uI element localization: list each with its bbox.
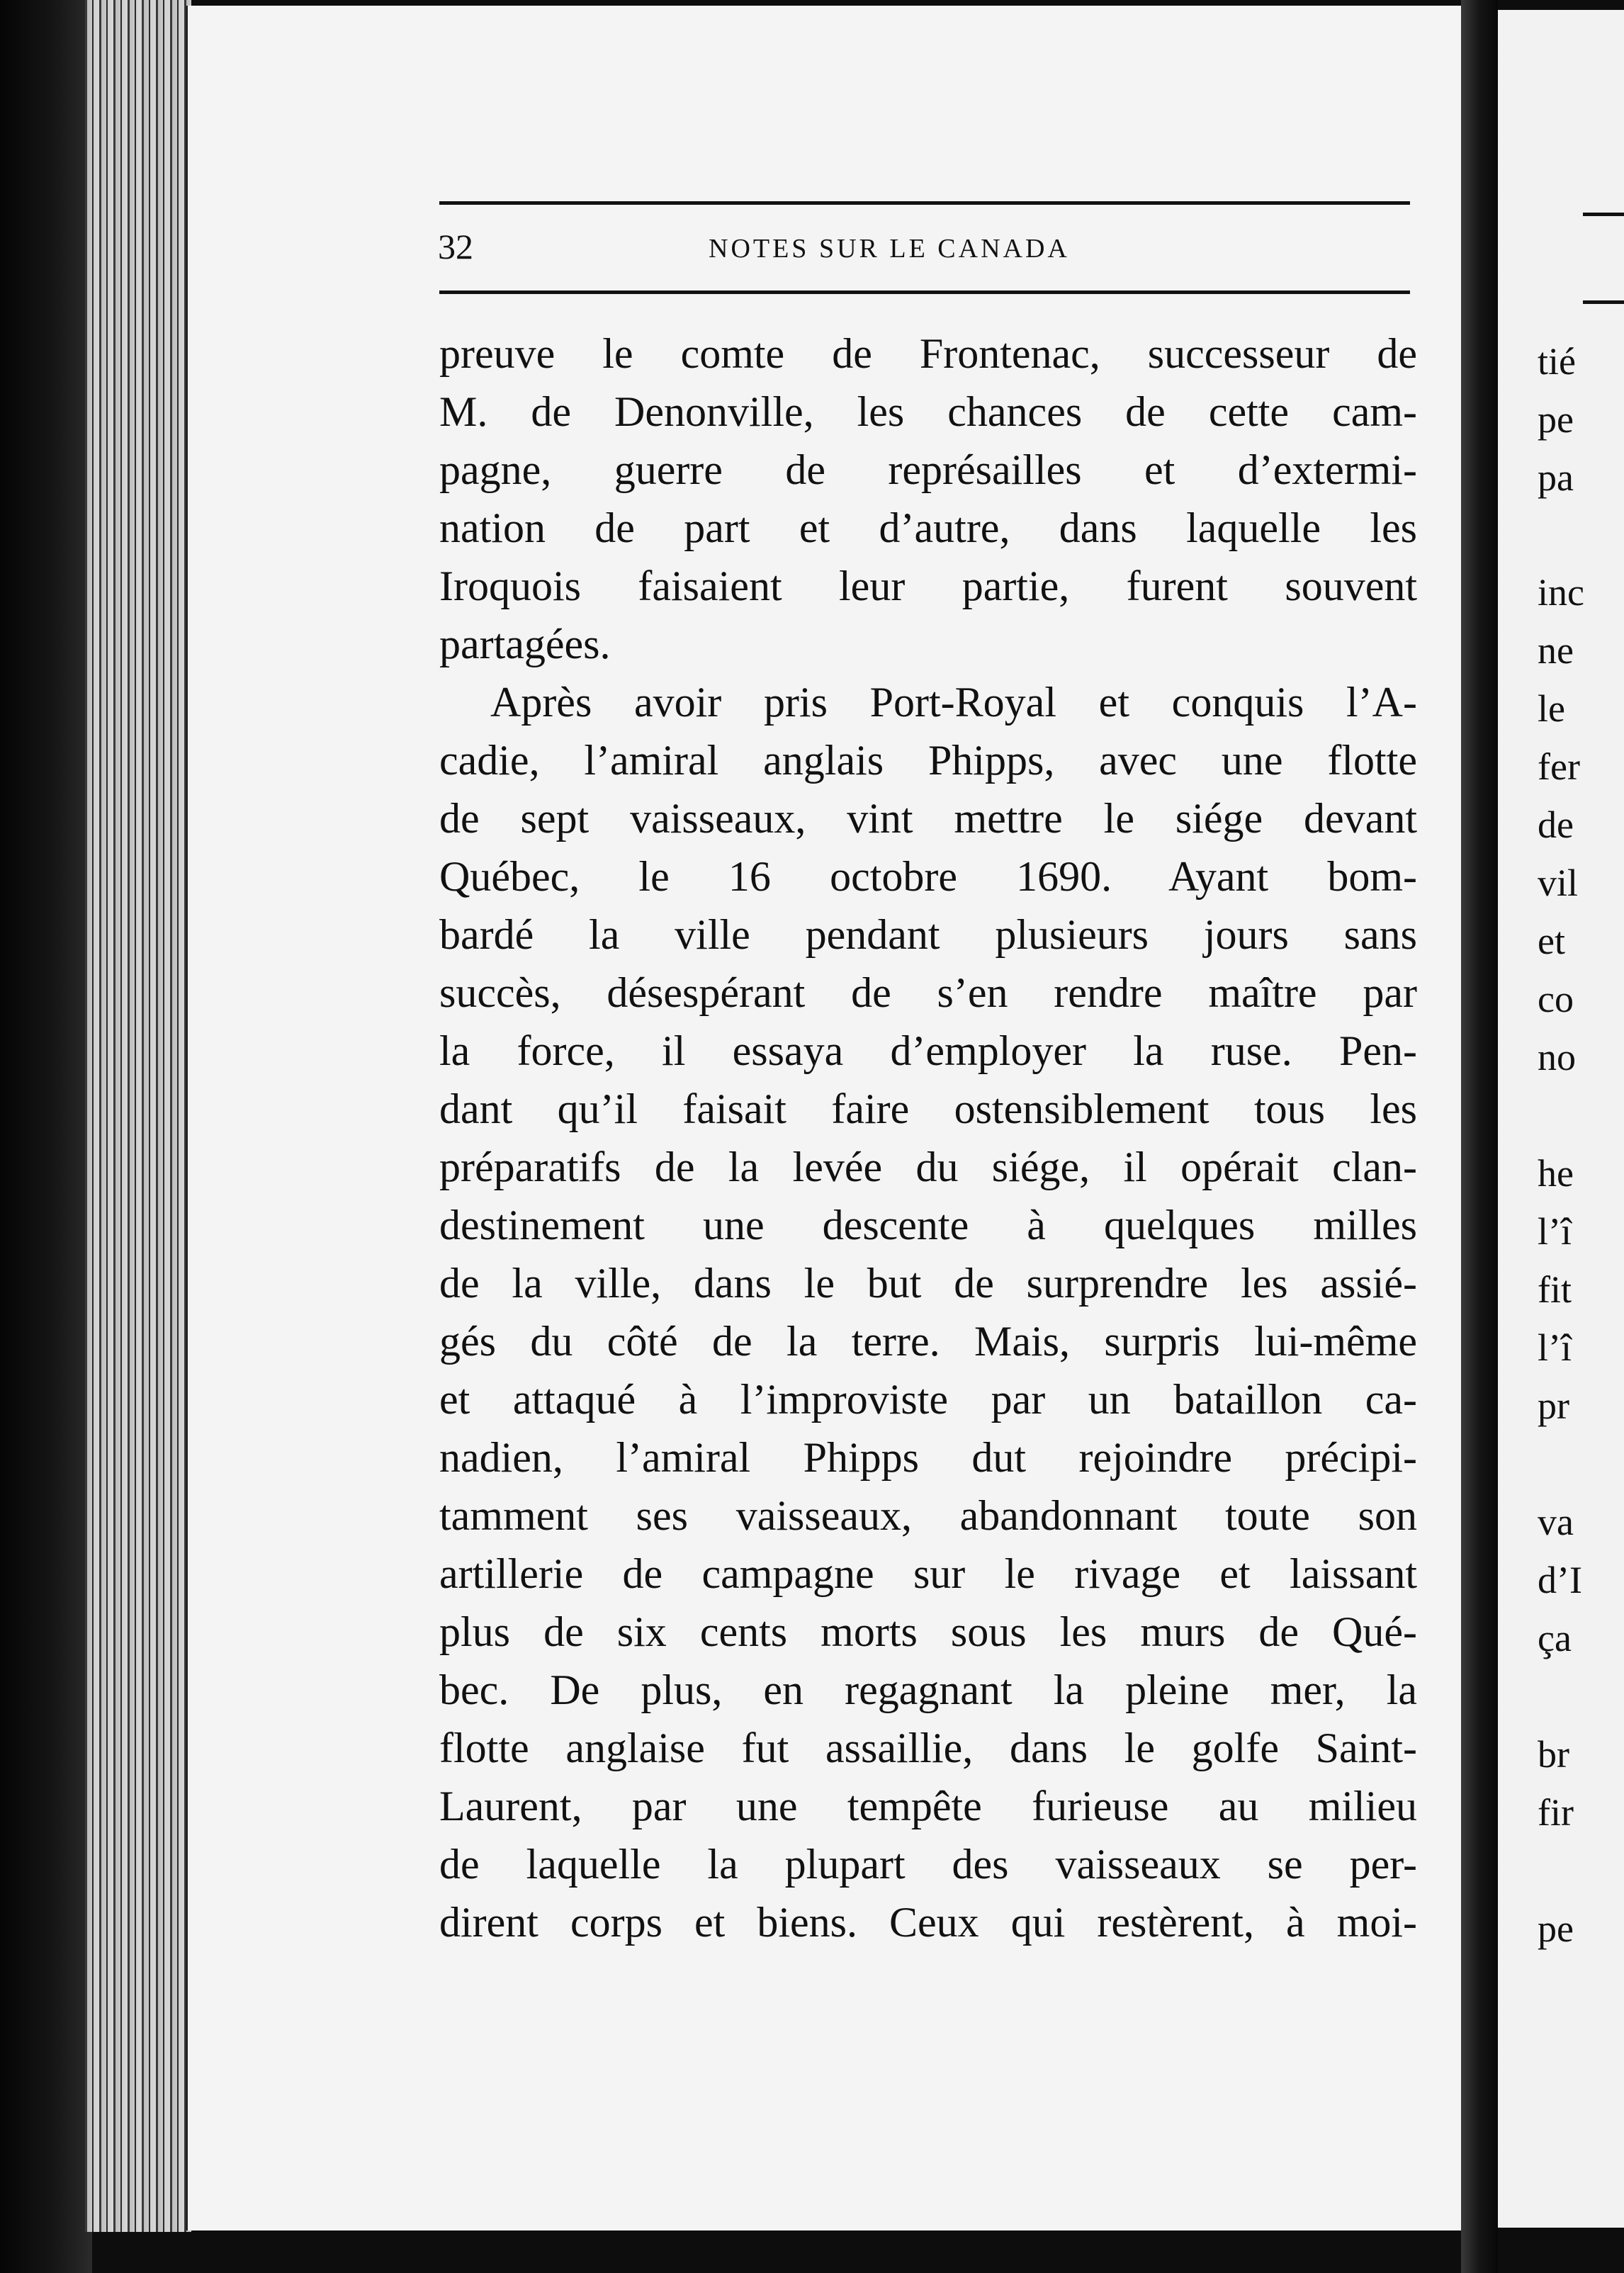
- text-line: succès, désespérant de s’en rendre maître par: [439, 969, 1417, 1016]
- next-page-text-fragment: fit: [1538, 1268, 1572, 1311]
- next-page-text-fragment: inc: [1538, 571, 1584, 614]
- body-text: [439, 325, 1417, 1951]
- text-line: Québec, le 16 octobre 1690. Ayant bom-: [439, 853, 1417, 900]
- text-line: nation de part et d’autre, dans laquelle les: [439, 504, 1417, 551]
- page-number: 32: [438, 227, 473, 266]
- next-page-text-fragment: de: [1538, 803, 1574, 846]
- text-line: partagées.: [439, 621, 611, 667]
- next-page-text-fragment: co: [1538, 978, 1574, 1020]
- text-line: nadien, l’amiral Phipps dut rejoindre précipi-: [439, 1434, 1417, 1481]
- next-page-text-fragment: l’î: [1538, 1210, 1572, 1253]
- text-line: préparatifs de la levée du siége, il opérait clan-: [439, 1144, 1417, 1190]
- next-page-text-fragment: ça: [1538, 1617, 1572, 1659]
- book-edge-shadow: [0, 0, 92, 2273]
- text-line: artillerie de campagne sur le rivage et laissant: [439, 1550, 1417, 1597]
- next-page-text-fragment: l’î: [1538, 1326, 1572, 1369]
- book-gutter: [1461, 0, 1498, 2273]
- text-line: Après avoir pris Port-Royal et conquis l’A-: [490, 679, 1417, 726]
- text-line: de la ville, dans le but de surprendre les assié-: [439, 1260, 1417, 1307]
- page-stack-edges: [85, 0, 191, 2232]
- text-line: et attaqué à l’improviste par un bataillon ca-: [439, 1376, 1417, 1423]
- next-page-text-fragment: pr: [1538, 1384, 1569, 1427]
- text-line: pagne, guerre de représailles et d’extermi-: [439, 446, 1417, 493]
- next-page-rule-bottom: [1583, 300, 1624, 304]
- next-page-text-fragment: vil: [1538, 862, 1579, 904]
- next-page-text-fragment: pe: [1538, 398, 1574, 441]
- next-page-text-fragment: le: [1538, 687, 1565, 730]
- header-rule-top: [439, 201, 1410, 205]
- text-line: bardé la ville pendant plusieurs jours sans: [439, 911, 1417, 958]
- header-rule-bottom: [439, 291, 1410, 294]
- next-page-text-fragment: he: [1538, 1152, 1574, 1195]
- next-page-fragment: [1498, 10, 1624, 2228]
- text-line: de laquelle la plupart des vaisseaux se per-: [439, 1841, 1417, 1888]
- next-page-text-fragment: no: [1538, 1036, 1576, 1078]
- next-page-text-fragment: br: [1538, 1733, 1569, 1776]
- next-page-text-fragment: ne: [1538, 629, 1574, 672]
- text-line: dirent corps et biens. Ceux qui restèrent, à moi-: [439, 1899, 1417, 1946]
- text-line: de sept vaisseaux, vint mettre le siége devant: [439, 795, 1417, 842]
- next-page-text-fragment: fer: [1538, 745, 1580, 788]
- text-line: flotte anglaise fut assaillie, dans le golfe Saint-: [439, 1725, 1417, 1771]
- next-page-text-fragment: tié: [1538, 340, 1576, 383]
- next-page-text-fragment: fir: [1538, 1791, 1574, 1834]
- text-line: destinement une descente à quelques milles: [439, 1202, 1417, 1248]
- running-head: NOTES SUR LE CANADA: [709, 234, 1070, 264]
- next-page-text-fragment: et: [1538, 920, 1565, 962]
- next-page-text-fragment: pe: [1538, 1907, 1574, 1950]
- text-line: gés du côté de la terre. Mais, surpris lui-même: [439, 1318, 1417, 1365]
- text-line: Laurent, par une tempête furieuse au milieu: [439, 1783, 1417, 1829]
- text-line: preuve le comte de Frontenac, successeur de: [439, 330, 1417, 377]
- text-line: Iroquois faisaient leur partie, furent souvent: [439, 563, 1417, 609]
- text-line: M. de Denonville, les chances de cette cam-: [439, 388, 1417, 435]
- next-page-text-fragment: pa: [1538, 456, 1574, 499]
- text-line: dant qu’il faisait faire ostensiblement tous les: [439, 1085, 1417, 1132]
- text-line: plus de six cents morts sous les murs de Qué-: [439, 1608, 1417, 1655]
- text-line: bec. De plus, en regagnant la pleine mer, la: [439, 1666, 1417, 1713]
- text-line: tamment ses vaisseaux, abandonnant toute son: [439, 1492, 1417, 1539]
- next-page-text-fragment: d’I: [1538, 1559, 1582, 1601]
- text-line: la force, il essaya d’employer la ruse. Pen-: [439, 1027, 1417, 1074]
- next-page-text-fragment: va: [1538, 1501, 1574, 1543]
- text-line: cadie, l’amiral anglais Phipps, avec une flotte: [439, 737, 1417, 784]
- next-page-rule-top: [1583, 213, 1624, 216]
